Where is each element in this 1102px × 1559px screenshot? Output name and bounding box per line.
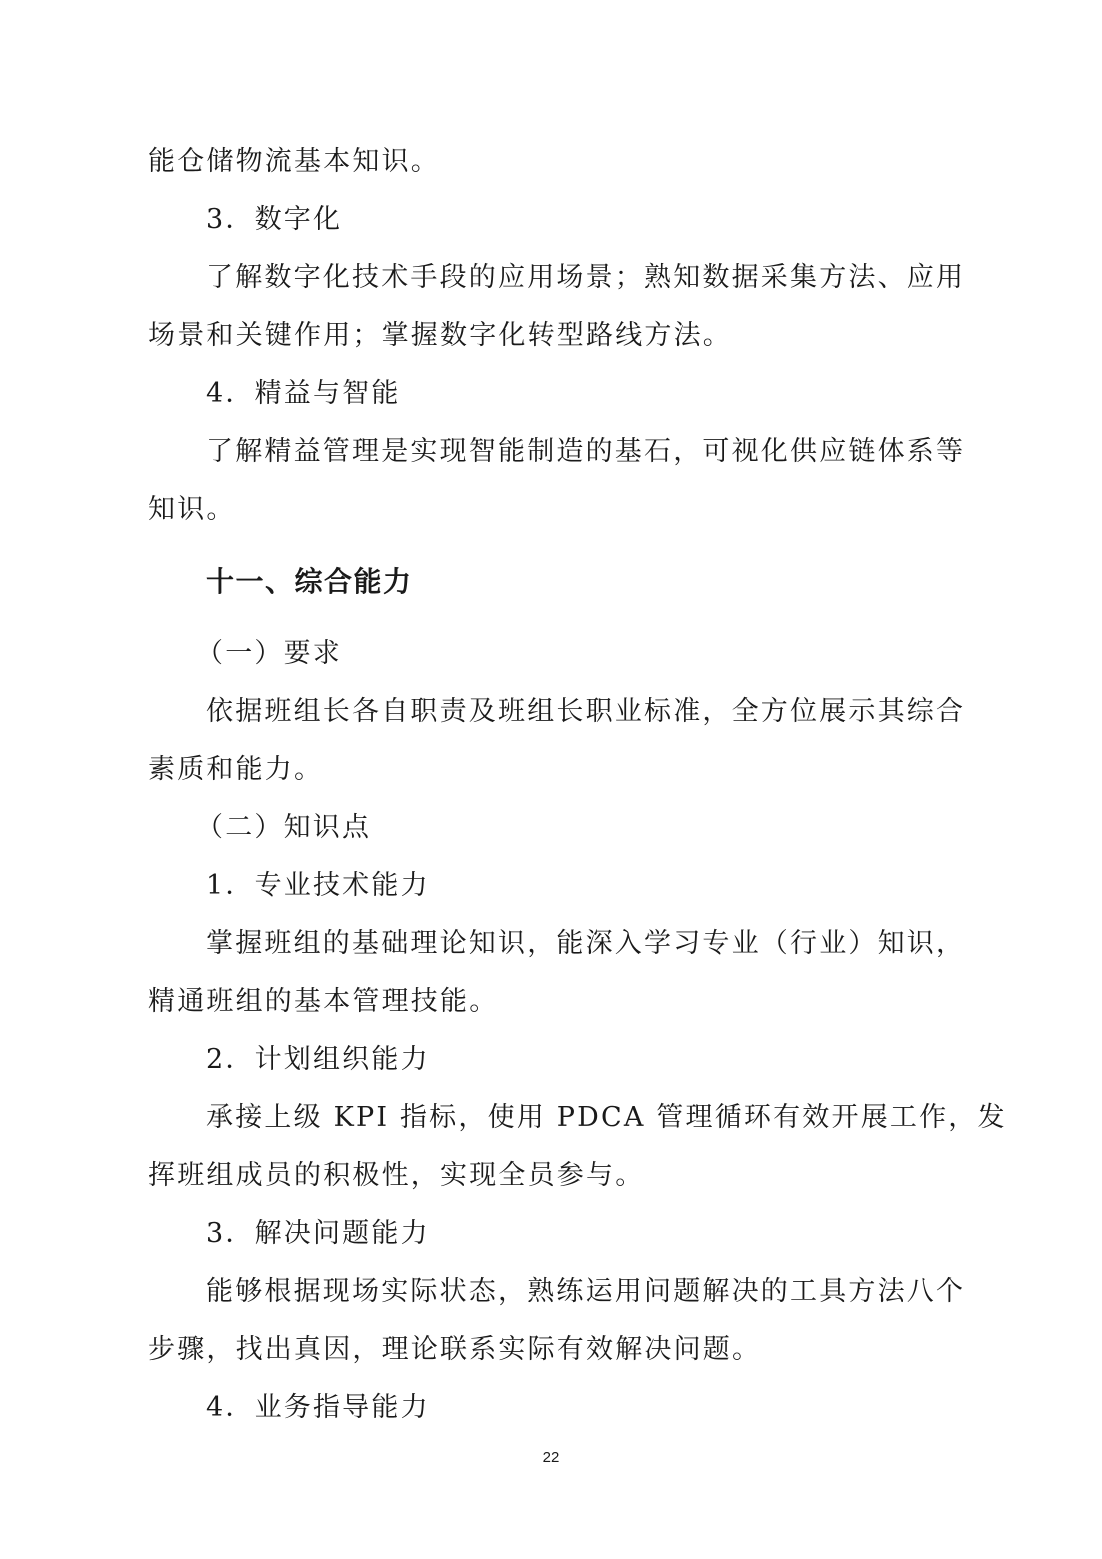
- paragraph-line: 素质和能力。: [148, 754, 324, 785]
- subsection-title-digitalization: 3．数字化: [206, 204, 343, 235]
- subsection-title-planning: 2．计划组织能力: [206, 1044, 430, 1075]
- subsection-title-professional-skill: 1．专业技术能力: [206, 870, 430, 901]
- paragraph-line: 步骤，找出真因，理论联系实际有效解决问题。: [148, 1334, 762, 1365]
- paragraph-line: 精通班组的基本管理技能。: [148, 986, 499, 1017]
- subsection-title-problem-solving: 3．解决问题能力: [206, 1218, 430, 1249]
- subsection-title-lean-intelligence: 4．精益与智能: [206, 378, 401, 409]
- paragraph-line: 依据班组长各自职责及班组长职业标准，全方位展示其综合: [206, 696, 966, 727]
- paragraph-line: 了解数字化技术手段的应用场景；熟知数据采集方法、应用: [206, 262, 966, 293]
- paragraph-line: 掌握班组的基础理论知识，能深入学习专业（行业）知识，: [206, 928, 966, 959]
- paragraph-line: 了解精益管理是实现智能制造的基石，可视化供应链体系等: [206, 436, 966, 467]
- subheading-requirements: （一）要求: [196, 638, 342, 669]
- page-number: 22: [542, 1449, 560, 1466]
- paragraph-line: 挥班组成员的积极性，实现全员参与。: [148, 1160, 645, 1191]
- paragraph-line: 能够根据现场实际状态，熟练运用问题解决的工具方法八个: [206, 1276, 966, 1307]
- subheading-knowledge-points: （二）知识点: [196, 812, 372, 843]
- paragraph-line: 知识。: [148, 494, 236, 525]
- section-heading: 十一、综合能力: [206, 565, 413, 598]
- paragraph-line: 承接上级 KPI 指标，使用 PDCA 管理循环有效开展工作，发: [206, 1102, 1007, 1133]
- paragraph-line: 场景和关键作用；掌握数字化转型路线方法。: [148, 320, 732, 351]
- subsection-title-business-guidance: 4．业务指导能力: [206, 1392, 430, 1423]
- paragraph-continuation: 能仓储物流基本知识。: [148, 146, 440, 177]
